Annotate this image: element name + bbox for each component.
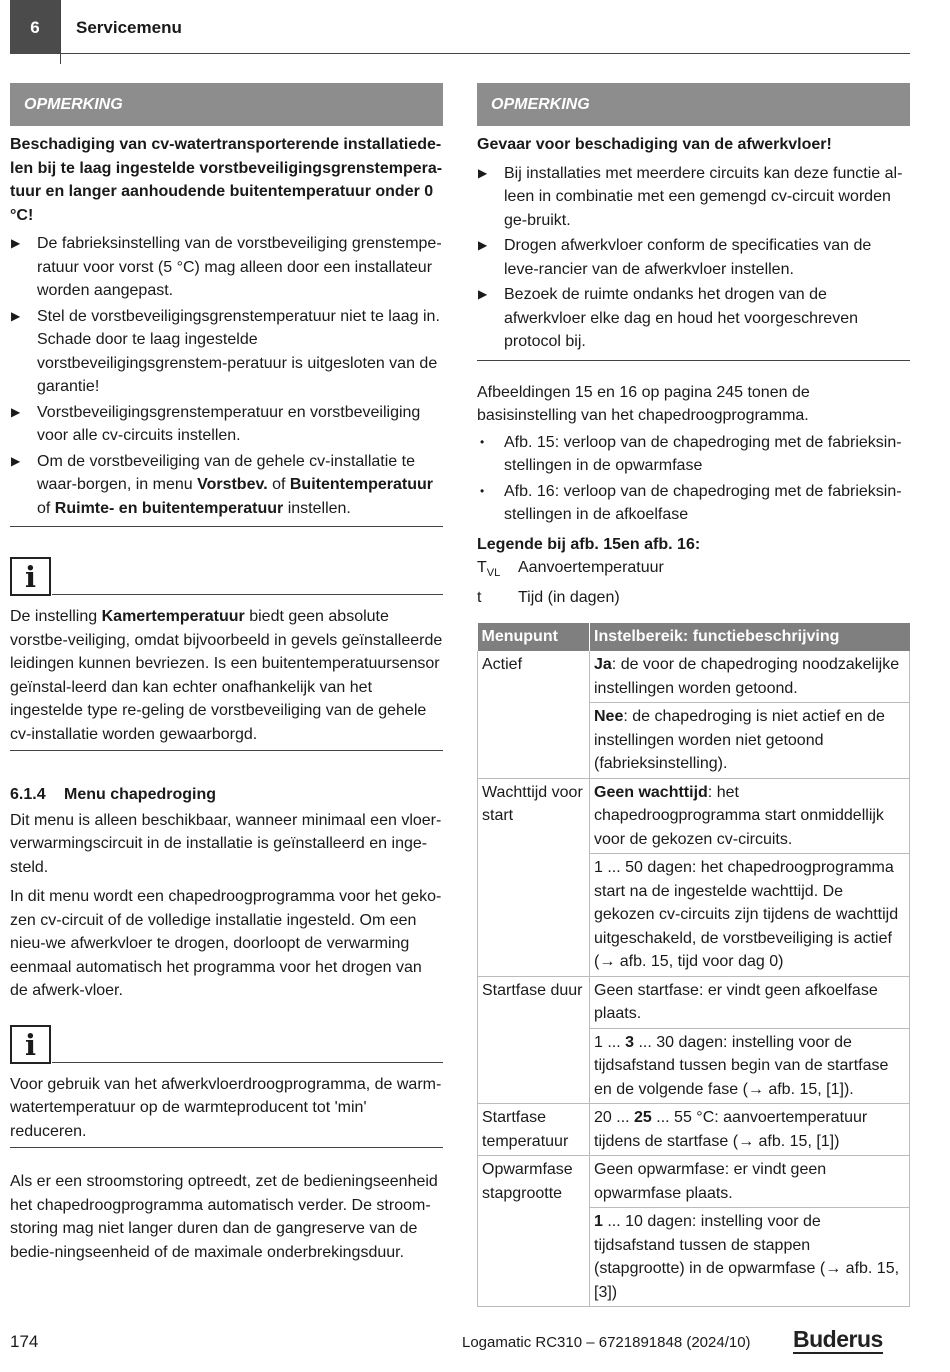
figure-list xyxy=(477,431,910,527)
notice-item: ▶ De fabrieksinstelling van de vorstbeveiliging grenstempe-ratuur voor vorst (5 °C) mag alleen door een installateur worden aangepast. xyxy=(10,232,443,303)
notice-item: ▶ Vorstbeveiligingsgrenstemperatuur en vorstbeveiliging voor alle cv-circuits instellen. xyxy=(10,401,443,448)
table-row: 1 ... 50 dagen: het chapedroogprogramma start na de ingestelde wachttijd. De gekozen cv-circuits zijn tijdens de wachttijd uitgeschakeld, de vorstbeveiliging is actief (→ afb. 15, tijd voor dag 0) xyxy=(478,854,910,977)
notice-box-frost xyxy=(10,83,443,527)
table-row: Nee: de chapedroging is niet actief en de instellingen worden niet getoond (fabrieksinstelling). xyxy=(478,703,910,779)
settings-table xyxy=(477,623,910,1307)
notice-title: Beschadiging van cv-watertransporterende installatiede-len bij te laag ingestelde vorstbeveiligingsgrenstempera-tuur en langer aanhoudende buitentemperatuur onder 0 °C! xyxy=(10,136,443,224)
legend-item: $T_{VL}$ Aanvoertemperatuur xyxy=(477,559,664,580)
info-icon: i xyxy=(10,1025,51,1064)
right-column xyxy=(477,83,910,1307)
paragraph: In dit menu wordt een chapedroogprogramma voor het geko-zen cv-circuit of de volledige installatie ingesteld. Om een nieu-we afwerkvloer te drogen, doorloopt de verwarming eenmaal automatisch het programma voor het drogen van de afwerk-vloer. xyxy=(10,888,442,999)
table-row: Opwarmfase stapgrootte Geen opwarmfase: er vindt geen opwarmfase plaats. xyxy=(478,1156,910,1208)
table-row: Startfase temperatuur 20 ... 25 ... 55 °C: aanvoertemperatuur tijdens de startfase (→ afb. 15, [1]) xyxy=(478,1104,910,1156)
info-text-1: De instelling Kamertemperatuur biedt geen absolute vorstbe-veiliging, omdat bijvoorbeeld in gevels geïnstalleerde leidingen kunnen bevriezen. Is een buitentemperatuursensor geïnstal-leerd dan kan echter onafhankelijk van het ingestelde type re-geling de vorstbeveiliging van de gehele cv-installatie worden gewaarborgd. xyxy=(10,605,443,751)
section-number: 6 xyxy=(10,0,60,54)
table-row: 1 ... 3 ... 30 dagen: instelling voor de tijdsafstand tussen begin van de startfase en de volgende fase (→ afb. 15, [1]). xyxy=(478,1028,910,1104)
page-number: 174 xyxy=(10,1332,39,1351)
document-reference: Logamatic RC310 – 6721891848 (2024/10) xyxy=(462,1334,751,1351)
table-row: Startfase duur Geen startfase: er vindt geen afkoelfase plaats. xyxy=(478,976,910,1028)
figure-list-item: • Afb. 15: verloop van de chapedroging met de fabrieksin-stellingen in de opwarmfase xyxy=(477,431,910,478)
legend-title: Legende bij afb. 15en afb. 16: xyxy=(477,535,701,553)
legend-item: t Tijd (in dagen) xyxy=(477,588,620,606)
section-title: Servicemenu xyxy=(76,18,182,37)
notice-list xyxy=(477,162,910,354)
notice-label: OPMERKING xyxy=(10,83,443,126)
notice-item: ▶ Drogen afwerkvloer conform de specificaties van de leve-rancier van de afwerkvloer instellen. xyxy=(477,234,910,281)
notice-item: ▶ Om de vorstbeveiliging van de gehele cv-installatie te waar-borgen, in menu Vorstbev. of Buitentemperatuur of Ruimte- en buitentemperatuur instellen. xyxy=(10,450,443,521)
notice-item: ▶ Bij installaties met meerdere circuits kan deze functie al-leen in combinatie met een gemengd cv-circuit worden ge-bruikt. xyxy=(477,162,910,233)
paragraph: Als er een stroomstoring optreedt, zet de bedieningseenheid het chapedroogprogramma automatisch verder. De stroom-storing mag niet langer duren dan de gangreserve van de bedie-ningseenheid of de maximale onderbrekingsduur. xyxy=(10,1173,438,1261)
notice-item: ▶ Stel de vorstbeveiligingsgrenstemperatuur niet te laag in. Schade door te laag ingestelde vorstbeveiligingsgrenstem-peratuur is uitgesloten van de garantie! xyxy=(10,305,443,399)
paragraph: Afbeeldingen 15 en 16 op pagina 245 tonen de basisinstelling van het chapedroogprogramma. xyxy=(477,383,810,424)
header-divider xyxy=(60,0,61,64)
notice-label: OPMERKING xyxy=(477,83,910,126)
table-row: Wachttijd voor start Geen wachttijd: het chapedroogprogramma start onmiddellijk voor de gekozen cv-circuits. xyxy=(478,778,910,854)
subsection-heading: 6.1.4 Menu chapedroging xyxy=(10,786,216,803)
notice-list xyxy=(10,232,443,520)
info-block-1 xyxy=(10,557,443,599)
left-column xyxy=(10,83,443,1264)
table-row: Actief Ja: de voor de chapedroging noodzakelijke instellingen worden getoond. xyxy=(478,651,910,703)
info-icon: i xyxy=(10,557,51,596)
notice-box-floor xyxy=(477,83,910,361)
notice-item: ▶ Bezoek de ruimte ondanks het drogen van de afwerkvloer elke dag en houd het voorgeschreven protocol bij. xyxy=(477,283,910,354)
info-text-2: Voor gebruik van het afwerkvloerdroogprogramma, de warm-watertemperatuur op de warmteproducent tot 'min' reduceren. xyxy=(10,1073,443,1149)
figure-list-item: • Afb. 16: verloop van de chapedroging met de fabrieksin-stellingen in de afkoelfase xyxy=(477,480,910,527)
notice-title: Gevaar voor beschadiging van de afwerkvloer! xyxy=(477,136,832,153)
table-header-row: Menupunt Instelbereik: functiebeschrijving xyxy=(478,623,910,651)
info-block-2 xyxy=(10,1025,443,1067)
paragraph: Dit menu is alleen beschikbaar, wanneer minimaal een vloer-verwarmingscircuit in de installatie is geïnstalleerd en inge-steld. xyxy=(10,811,442,876)
brand-logo: Buderus xyxy=(793,1326,883,1352)
table-row: 1 ... 10 dagen: instelling voor de tijdsafstand tussen de stappen (stapgrootte) in de opwarmfase (→ afb. 15, [3]) xyxy=(478,1208,910,1307)
header-rule xyxy=(60,53,910,54)
